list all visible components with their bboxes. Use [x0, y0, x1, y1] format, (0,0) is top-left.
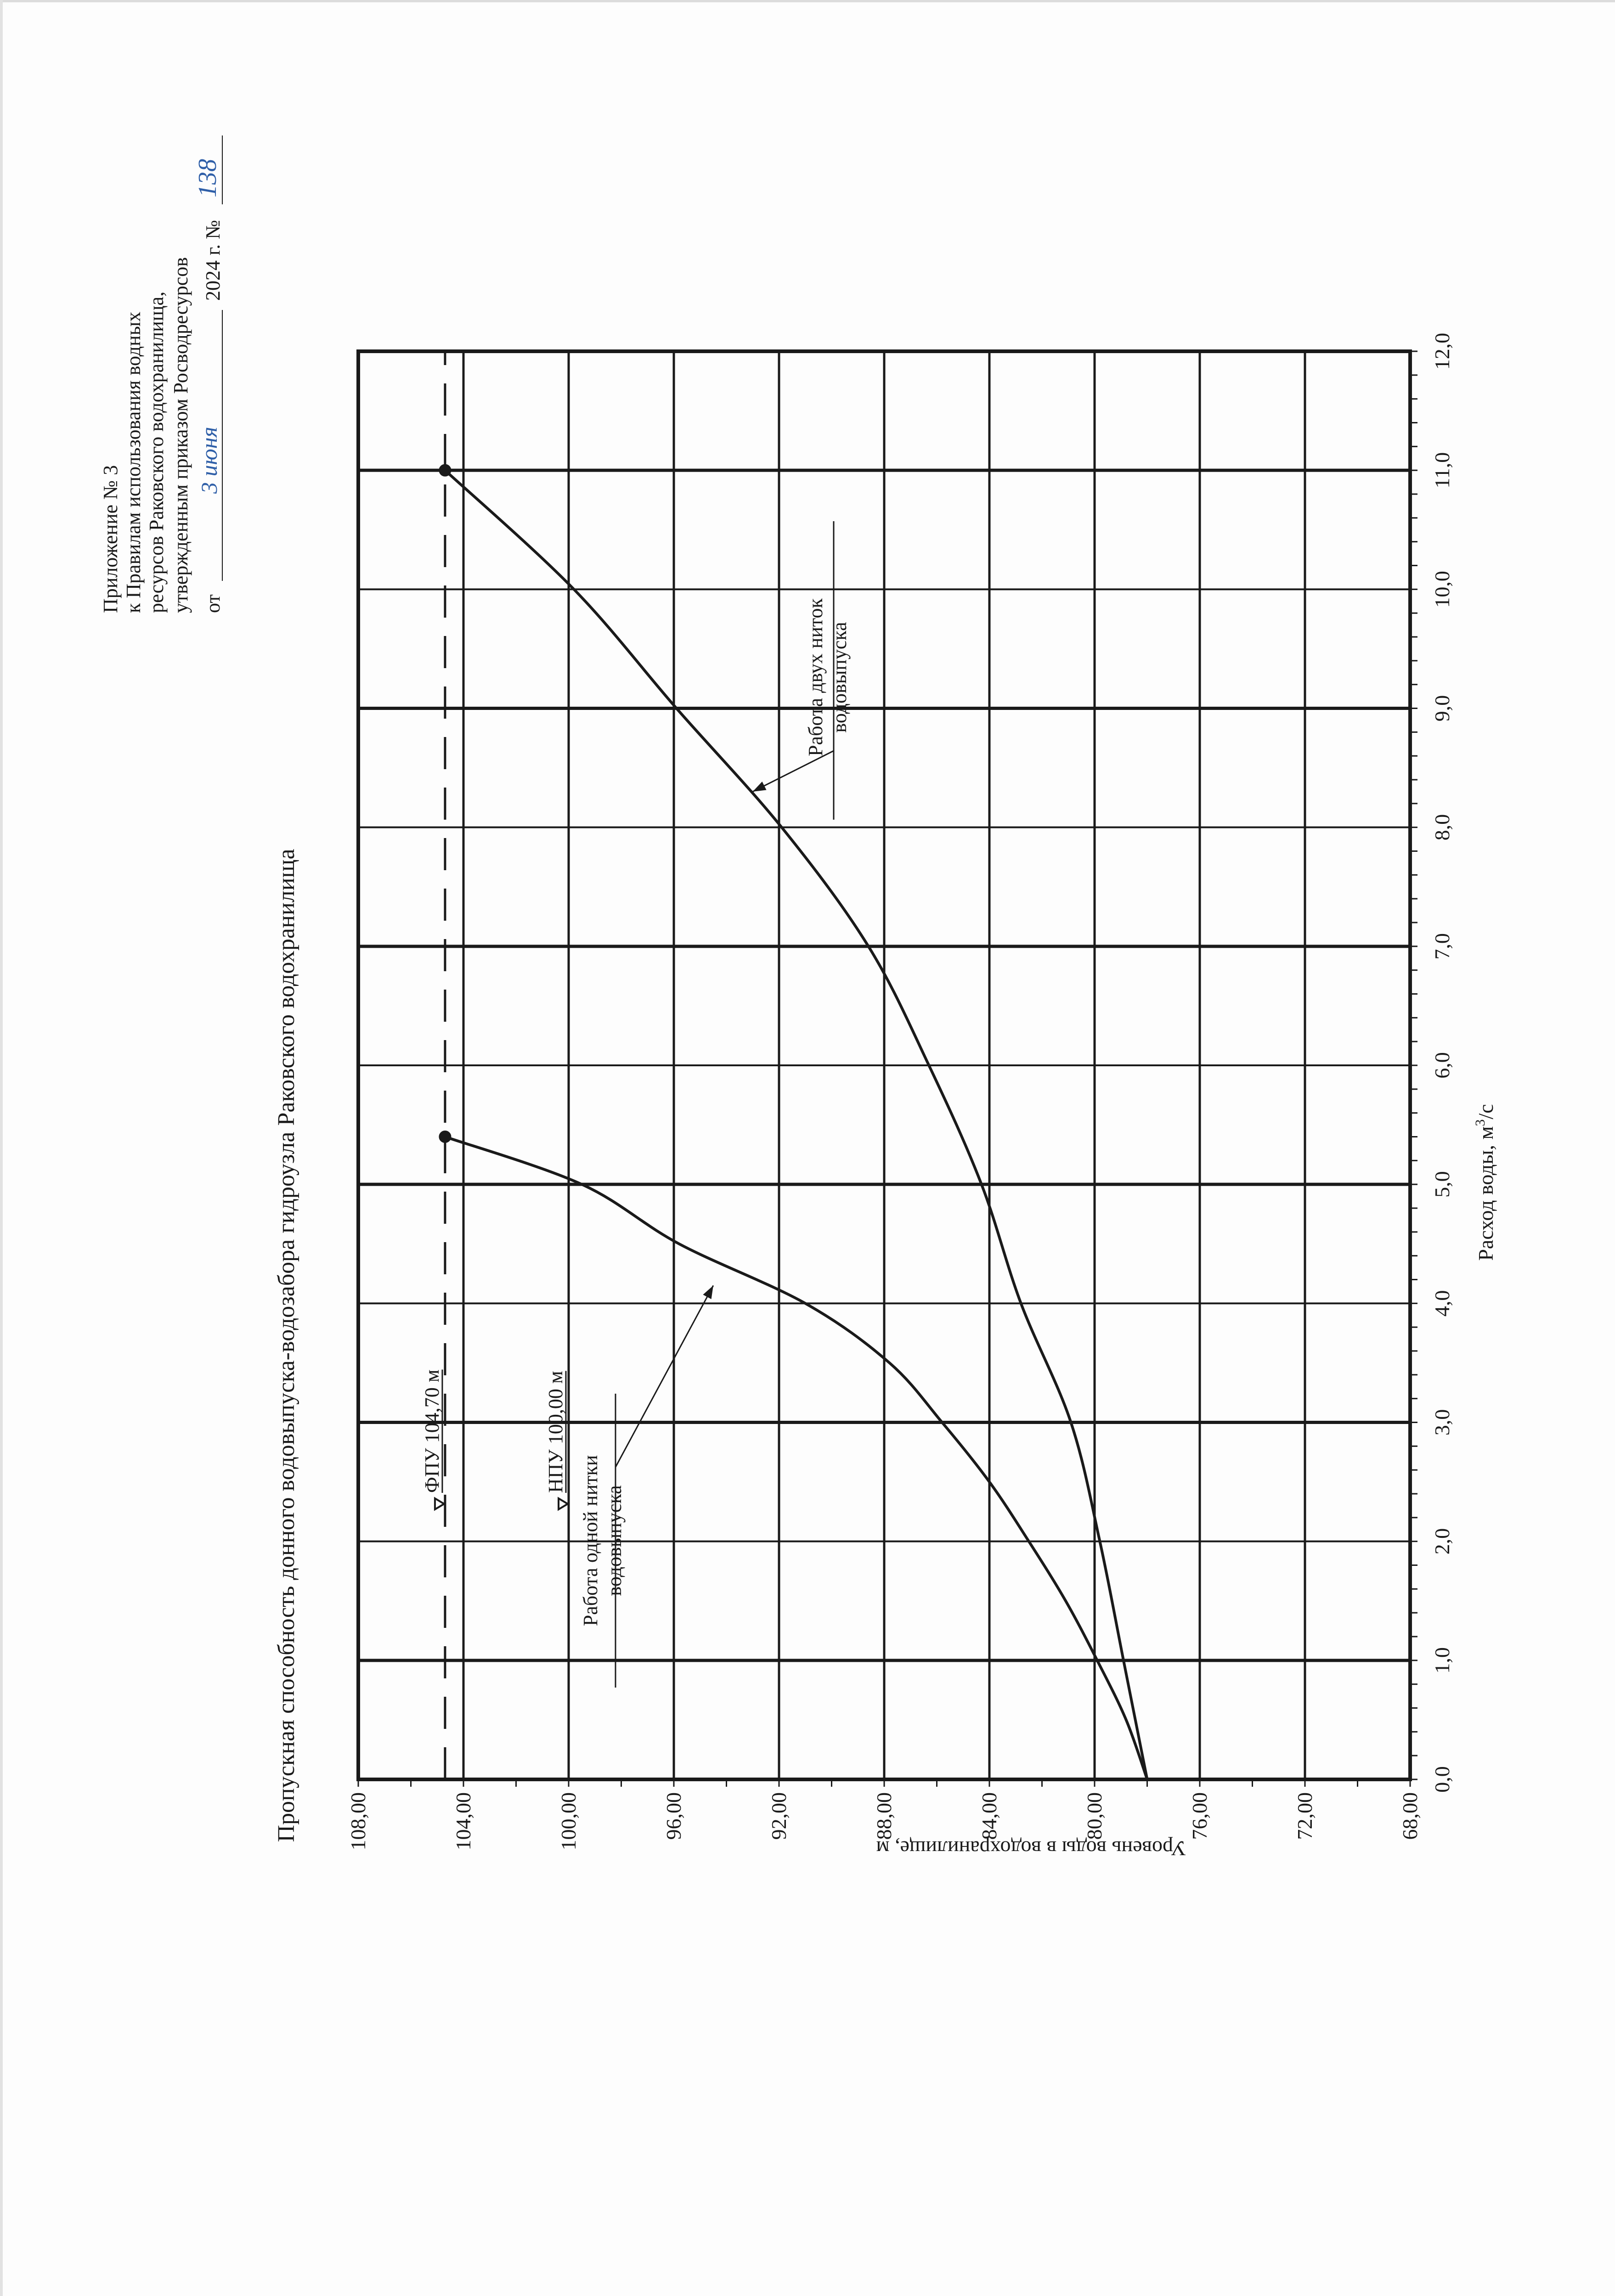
appendix-line-5-prefix: от	[202, 594, 224, 613]
y-tick-label: 68,00	[1398, 1792, 1422, 1840]
appendix-block	[99, 135, 224, 613]
data-point	[678, 1243, 680, 1245]
callout-arrowhead-icon	[703, 1285, 713, 1299]
x-tick-label: 10,0	[1430, 571, 1454, 608]
chart-title: Пропускная способность донного водовыпуска-водозабора гидроузла Раковского водохранилища	[273, 849, 299, 1842]
data-point	[804, 1302, 806, 1304]
data-point	[868, 945, 870, 947]
y-tick-label: 84,00	[977, 1792, 1001, 1840]
callout-label: Работа двух ниток	[804, 598, 827, 756]
data-point	[573, 588, 575, 590]
callout-label: водовыпуска	[828, 622, 851, 733]
series-two-line-curve	[445, 470, 1147, 1779]
y-tick-label: 92,00	[767, 1792, 791, 1840]
y-tick-label: 100,00	[557, 1792, 580, 1851]
series-callouts	[579, 521, 851, 1688]
handwritten-date: 3 июня	[196, 427, 222, 494]
y-tick-label: 104,00	[452, 1792, 475, 1851]
y-tick-label: 80,00	[1083, 1792, 1106, 1840]
appendix-line-2: к Правилам использования водных	[122, 311, 145, 613]
y-tick-label: 76,00	[1188, 1792, 1211, 1840]
y-tick-label: 88,00	[872, 1792, 896, 1840]
data-point	[676, 708, 678, 709]
callout-leader	[616, 1285, 713, 1467]
appendix-line-3: ресурсов Раковского водохранилища,	[145, 291, 168, 613]
data-point	[1070, 1422, 1072, 1424]
data-point	[1096, 1660, 1098, 1661]
series-endpoint	[440, 1131, 451, 1142]
series-endpoint	[440, 465, 451, 476]
x-tick-label: 4,0	[1430, 1290, 1454, 1317]
callout-arrowhead-icon	[753, 782, 767, 792]
plot-area	[346, 333, 1454, 1851]
x-tick-label: 11,0	[1430, 452, 1454, 489]
level-marker-icon	[435, 1498, 444, 1509]
data-point	[1125, 1719, 1127, 1721]
y-tick-label: 96,00	[662, 1792, 685, 1840]
data-point	[1123, 1660, 1124, 1661]
data-point	[581, 1183, 583, 1185]
data-point	[988, 1481, 990, 1483]
x-tick-label: 6,0	[1430, 1052, 1454, 1079]
x-axis-label: Расход воды, $м^3/с$	[1473, 1104, 1497, 1261]
y-axis-label: Уровень воды в водохранилище, м	[876, 1837, 1186, 1860]
data-point	[981, 1183, 983, 1185]
x-tick-label: 5,0	[1430, 1171, 1454, 1198]
data-point	[1065, 1600, 1067, 1602]
x-tick-label: 7,0	[1430, 933, 1454, 960]
x-tick-label: 1,0	[1430, 1647, 1454, 1674]
x-tick-label: 2,0	[1430, 1528, 1454, 1555]
data-point	[1028, 1541, 1030, 1542]
y-tick-label: 72,00	[1293, 1792, 1316, 1840]
data-point	[1099, 1541, 1101, 1542]
handwritten-number: 138	[193, 159, 222, 197]
data-point	[941, 1422, 943, 1424]
x-tick-label: 9,0	[1430, 695, 1454, 722]
appendix-line-5-year: 2024 г. №	[202, 219, 224, 301]
x-tick-label: 0,0	[1430, 1766, 1454, 1793]
series-callout	[753, 521, 851, 820]
x-tick-label: 8,0	[1430, 814, 1454, 841]
callout-leader	[753, 751, 834, 792]
reference-line-label: ФПУ 104,70 м	[420, 1369, 443, 1493]
data-point	[928, 1064, 930, 1066]
reference-line-label: НПУ 100,00 м	[544, 1371, 567, 1493]
data-point	[1020, 1302, 1022, 1304]
data-point	[1146, 1778, 1148, 1780]
callout-label: водовыпуска	[603, 1485, 626, 1596]
y-tick-label: 108,00	[346, 1792, 370, 1851]
data-point	[781, 827, 783, 828]
appendix-line-4: утвержденным приказом Росводресурсов	[169, 257, 192, 613]
level-marker-icon	[559, 1498, 568, 1509]
callout-label: Работа одной нитки	[579, 1455, 602, 1626]
series-callout	[579, 1285, 713, 1688]
x-tick-label: 3,0	[1430, 1409, 1454, 1436]
x-tick-label: 12,0	[1430, 332, 1454, 370]
appendix-line-1: Приложение № 3	[99, 465, 122, 613]
data-point	[888, 1362, 890, 1364]
